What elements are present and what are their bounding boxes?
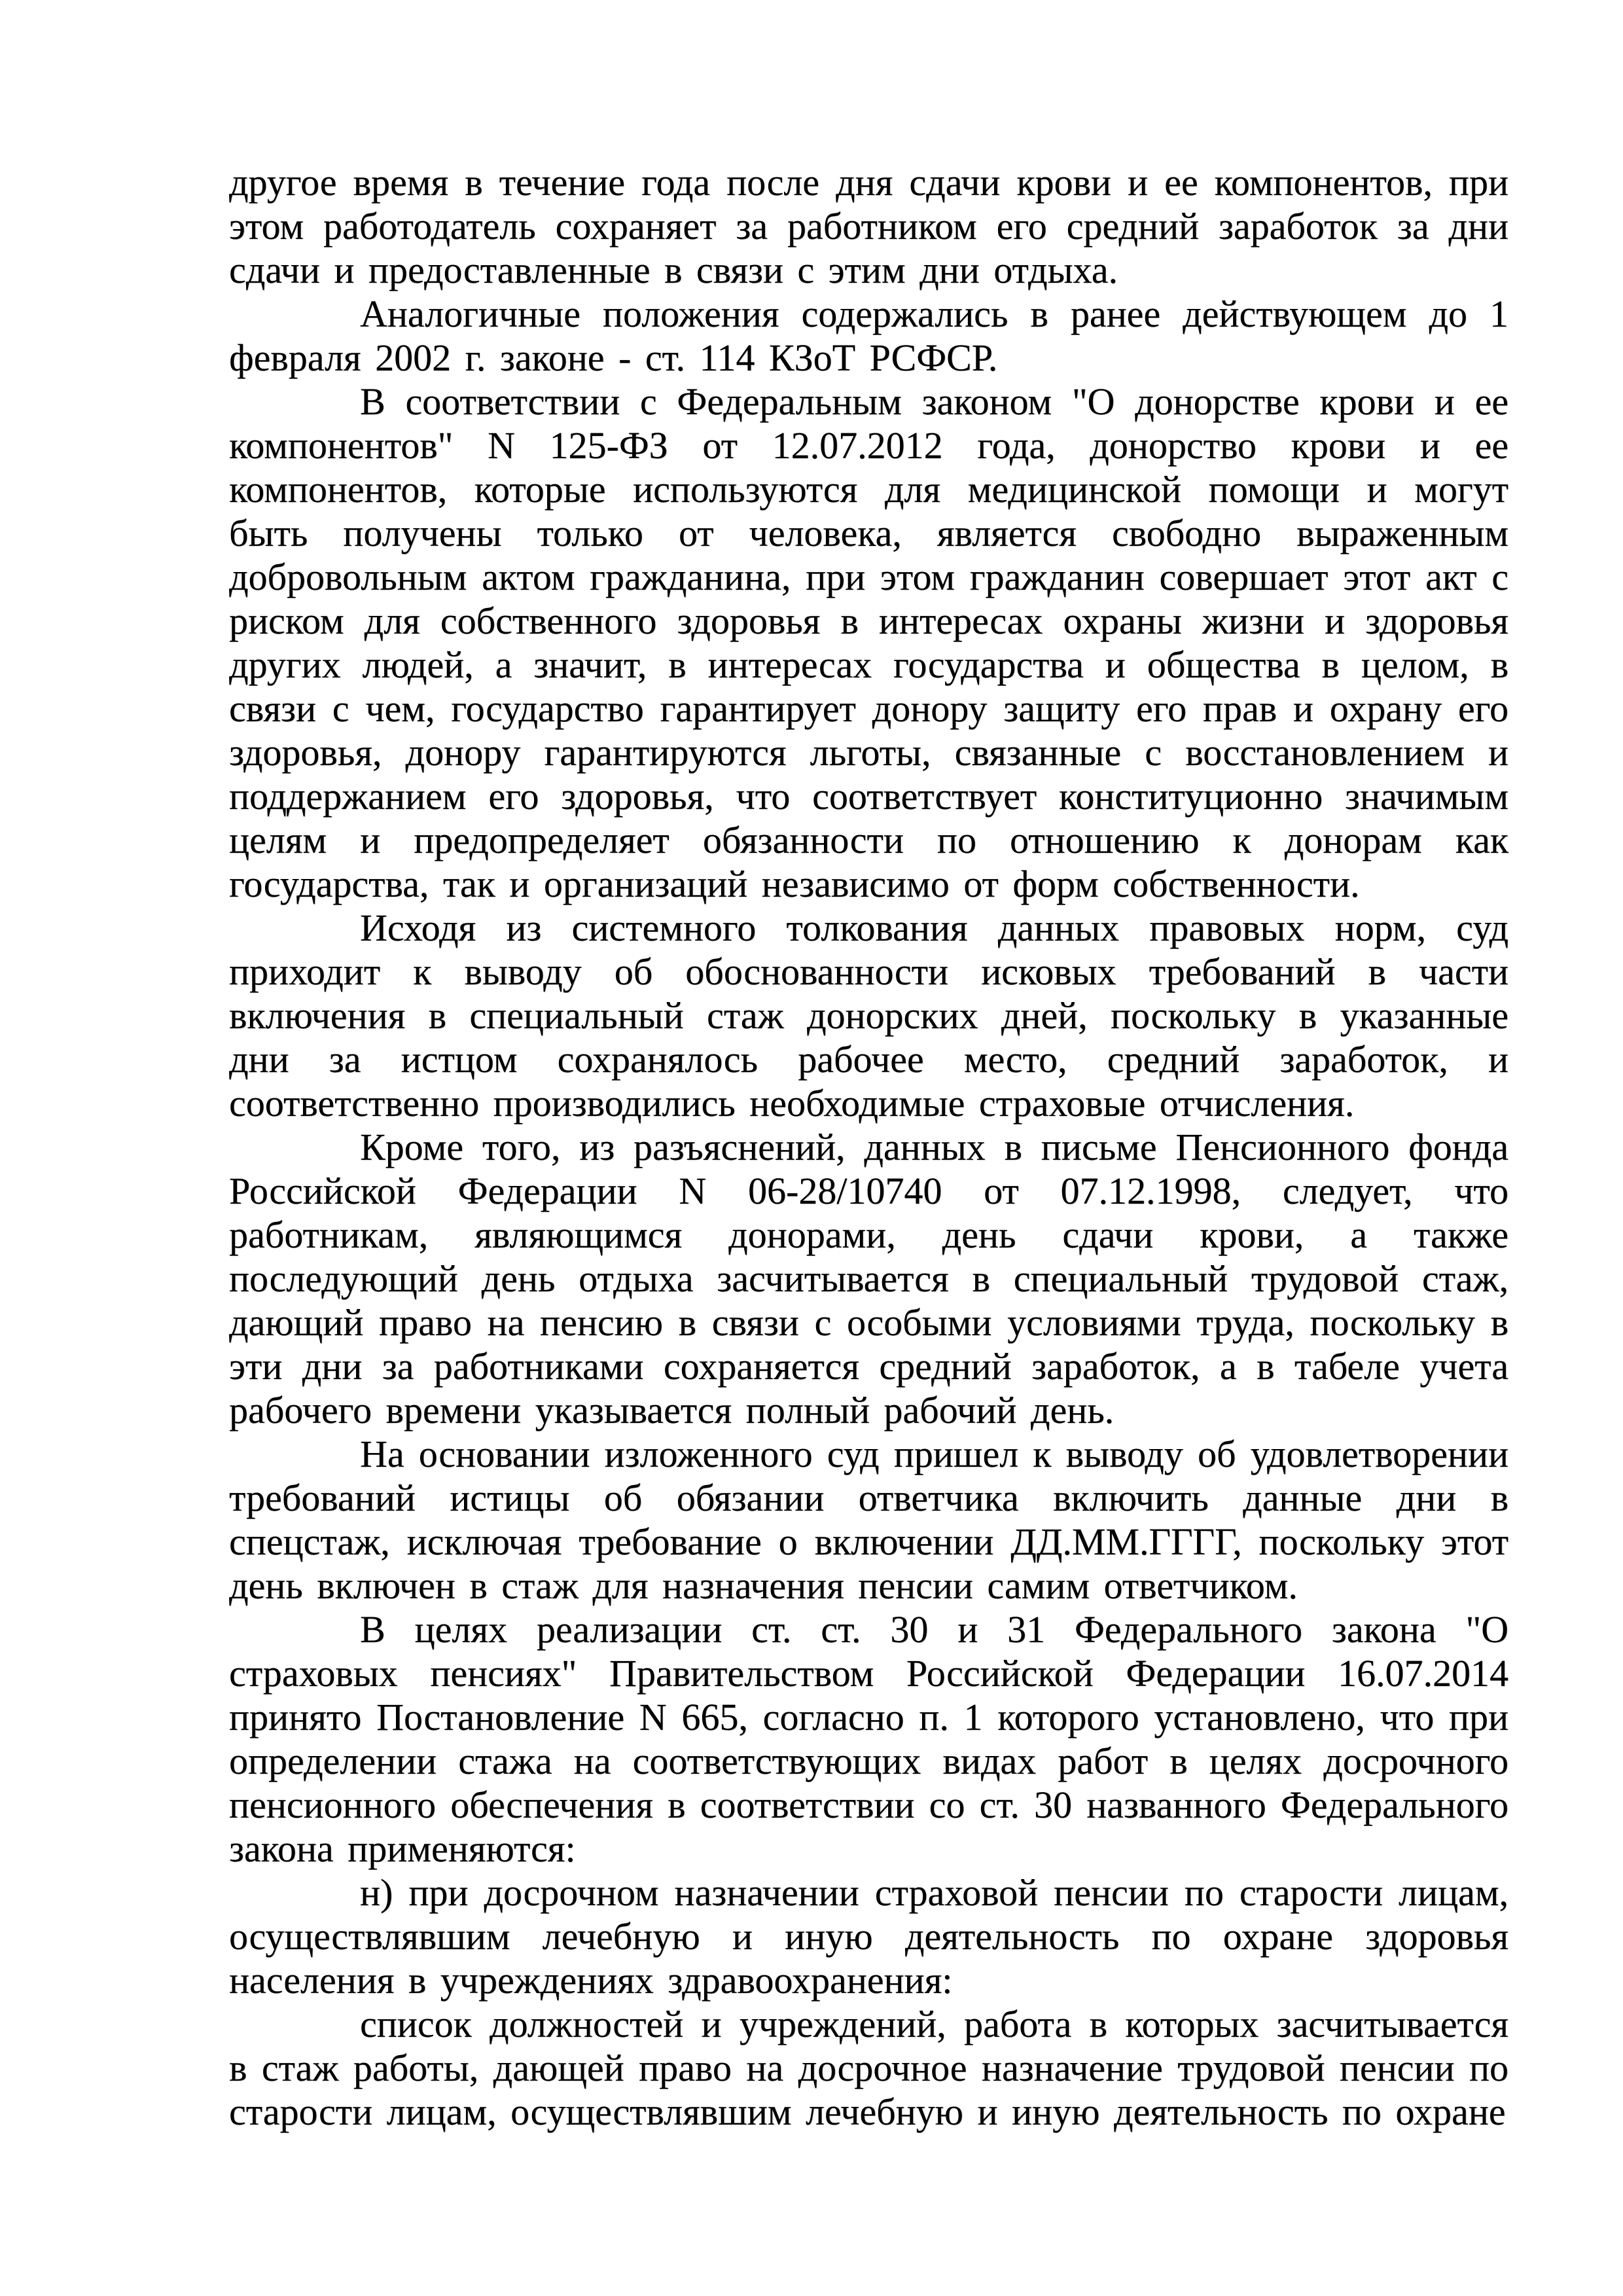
paragraph-analogous-provisions: Аналогичные положения содержались в ранее действующем до 1 февраля 2002 г. законе - ст. 114 КЗоТ РСФСР. xyxy=(229,293,1508,379)
paragraph-pension-fund-letter: Кроме того, из разъяснений, данных в письме Пенсионного фонда Российской Федерации N 06-28/10740 от 07.12.1998, следует, что работникам, являющимся донорами, день сдачи крови, а также последующий день отдыха засчитывается в специальный трудовой стаж, дающий право на пенсию в связи с особыми условиями труда, поскольку в эти дни за работниками сохраняется средний заработок, а в табеле учета рабочего времени указывается полный рабочий день. xyxy=(229,1126,1508,1431)
paragraph-list-of-positions: список должностей и учреждений, работа в которых засчитывается в стаж работы, дающей право на досрочное назначение трудовой пенсии по старости лицам, осуществлявшим лечебную и иную деятельность по охране xyxy=(229,2003,1508,2133)
paragraph-resolution-665: В целях реализации ст. ст. 30 и 31 Федерального закона "О страховых пенсиях" Правительством Российской Федерации 16.07.2014 принято Постановление N 665, согласно п. 1 которого установлено, что при определении стажа на соответствующих видах работ в целях досрочного пенсионного обеспечения в соответствии со ст. 30 названного Федерального закона применяются: xyxy=(229,1608,1508,1870)
paragraph-court-conclusion-donor-days: Исходя из системного толкования данных правовых норм, суд приходит к выводу об обоснованности исковых требований в части включения в специальный стаж донорских дней, поскольку в указанные дни за истцом сохранялось рабочее место, средний заработок, и соответственно производились необходимые страховые отчисления. xyxy=(229,906,1508,1124)
paragraph-claims-satisfaction: На основании изложенного суд пришел к выводу об удовлетворении требований истицы об обязании ответчика включить данные дни в спецстаж, исключая требование о включении ДД.ММ.ГГГГ, поскольку этот день включен в стаж для назначения пенсии самим ответчиком. xyxy=(229,1433,1508,1607)
paragraph-continuation: другое время в течение года после дня сдачи крови и ее компонентов, при этом работодатель сохраняет за работником его средний заработок за дни сдачи и предоставленные в связи с этим дни отдыха. xyxy=(229,161,1508,291)
paragraph-federal-law-blood-donation: В соответствии с Федеральным законом "О донорстве крови и ее компонентов" N 125-ФЗ от 12.07.2012 года, донорство крови и ее компонентов, которые используются для медицинской помощи и могут быть получены только от человека, является свободно выраженным добровольным актом гражданина, при этом гражданин совершает этот акт с риском для собственного здоровья в интересах охраны жизни и здоровья других людей, а значит, в интересах государства и общества в целом, в связи с чем, государство гарантирует донору защиту его прав и охрану его здоровья, донору гарантируются льготы, связанные с восстановлением и поддержанием его здоровья, что соответствует конституционно значимым целям и предопределяет обязанности по отношению к донорам как государства, так и организаций независимо от форм собственности. xyxy=(229,380,1508,905)
paragraph-item-n-early-pension: н) при досрочном назначении страховой пенсии по старости лицам, осуществлявшим лечебную и иную деятельность по охране здоровья населения в учреждениях здравоохранения: xyxy=(229,1871,1508,2001)
